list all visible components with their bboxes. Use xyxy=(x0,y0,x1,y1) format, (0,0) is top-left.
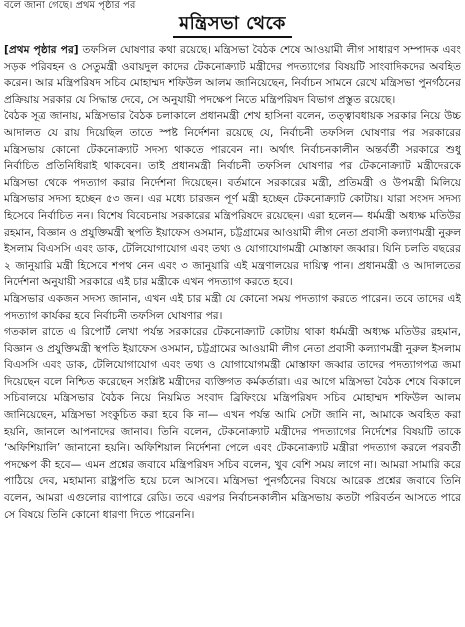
paragraph-text: তফসিল ঘোষণার কথা রয়েছে। মন্ত্রিসভা বৈঠক শেষে আওয়ামী লীগ সাধারণ সম্পাদক এবং সড়ক পরিবহন ও সেতুমন্ত্রী ওবায়দুল কাদের টেকনোক্র্যাট মন্ত্রীদের পদত্যাগের বিষয়টি সাংবাদিকদের অবহিত করেন। আর মন্ত্রিপরিষদ সচিব মোহাম্মদ শফিউল আলম জানিয়েছেন, নির্বাচন সামনে রেখে মন্ত্রিসভা পুনর্গঠনের প্রক্রিয়ায় সরকার যে সিদ্ধান্ত দেবে, সে অনুযায়ী পদক্ষেপ নিতে মন্ত্রিপরিষদ বিভাগ প্রস্তুত রয়েছে। xyxy=(4,44,461,106)
article-paragraph xyxy=(4,42,461,108)
paragraph-text: গতকাল রাতে এ রিপোর্ট লেখা পর্যন্ত সরকারের টেকনোক্র্যাট কোটায় থাকা ধর্মমন্ত্রী অধ্যক্ষ মতিউর রহমান, বিজ্ঞান ও প্রযুক্তিমন্ত্রী স্থপতি ইয়াফেস ওসমান, চট্টগ্রামের আওয়ামী লীগ নেতা প্রবাসী কল্যাণমন্ত্রী নুরুল ইসলাম বিএসসি এবং ডাক, টেলিযোগাযোগ এবং তথ্য ও যোগাযোগমন্ত্রী মোস্তাফা জব্বার তাদের পদত্যাগপত্র জমা দিয়েছেন বলে নিশ্চিত করেছেন সংশ্লিষ্ট মন্ত্রীদের ব্যক্তিগত কর্মকর্তারা। এর আগে মন্ত্রিসভা বৈঠক শেষে বিকালে সচিবালয়ে মন্ত্রিসভার বৈঠক নিয়ে নিয়মিত সংবাদ ব্রিফিংয়ে মন্ত্রিপরিষদ সচিব মোহাম্মদ শফিউল আলম জানিয়েছেন, মন্ত্রিসভা সংকুচিত করা হবে কি না— এখন পর্যন্ত আমি সেটা জানি না, আমাকে অবহিত করা হয়নি, জানলে আপনাদের জানাব। তিনি বলেন, টেকনোক্র্যাট মন্ত্রীদের পদত্যাগের নির্দেশের বিষয়টি তাকে ‘অফিশিয়ালি’ জানানো হয়নি। অফিশিয়াল নির্দেশনা পেলে এবং টেকনোক্র্যাট মন্ত্রীরা পদত্যাগ করলে পরবর্তী পদক্ষেপ কী হবে— এমন প্রশ্নের জবাবে মন্ত্রিপরিষদ সচিব বলেন, খুব বেশি সময় লাগে না। আমরা সামারি করে পাঠিয়ে দেব, মহামান্য রাষ্ট্রপতি হয়ে চলে আসবে। মন্ত্রিসভা পুনর্গঠনের বিষয়ে আরেক প্রশ্নের জবাবে তিনি বলেন, আমরা এগুলোর ব্যাপারে রেডি। তবে এরপর নির্বাচনকালীন মন্ত্রিসভায় কতটা পরিবর্তন আসতে পারে সে বিষয়ে তিনি কোনো ধারণা দিতে পারেননি। xyxy=(4,326,461,521)
article-paragraph xyxy=(4,324,461,523)
article-paragraph xyxy=(4,291,461,324)
article-headline: মন্ত্রিসভা থেকে xyxy=(173,12,292,38)
previous-article-fragment: বলে জানা গেছে। প্রথম পৃষ্ঠার পর xyxy=(4,0,136,11)
paragraph-text: মন্ত্রিসভার একজন সদস্য জানান, এখন এই চার মন্ত্রী যে কোনো সময় পদত্যাগ করতে পারেন। তবে তাদের এই পদত্যাগ কার্যকর হবে নির্বাচনী তফসিল ঘোষণার পর। xyxy=(4,292,461,322)
article-paragraph xyxy=(4,108,461,291)
article-body xyxy=(4,42,461,624)
paragraph-text: বৈঠক সূত্র জানায়, মন্ত্রিসভার বৈঠক চলাকালে প্রধানমন্ত্রী শেখ হাসিনা বলেন, তত্ত্বাবধায়ক সরকার নিয়ে উচ্চ আদালত যে রায় দিয়েছিল তাতে স্পষ্ট নির্দেশনা রয়েছে যে, নির্বাচনী তফসিল ঘোষণার পর সরকারের মন্ত্রিসভায় কোনো টেকনোক্র্যাট সদস্য থাকতে পারবেন না। অর্থাৎ নির্বাচনকালীন অন্তর্বর্তী সরকারে শুধু নির্বাচিত প্রতিনিধিরাই থাকবেন। তাই প্রধানমন্ত্রী নির্বাচনী তফসিল ঘোষণার পর টেকনোক্র্যাট মন্ত্রীদেরকে মন্ত্রিসভা থেকে পদত্যাগ করার নির্দেশনা দিয়েছেন। বর্তমানে সরকারের মন্ত্রী, প্রতিমন্ত্রী ও উপমন্ত্রী মিলিয়ে মন্ত্রিসভার সদস্য হচ্ছেন ৫৩ জন। এর মধ্যে চারজন পূর্ণ মন্ত্রী হচ্ছেন টেকনোক্র্যাট কোটায়। যারা সংসদ সদস্য হিসেবে নির্বাচিত নন। বিশেষ বিবেচনায় সরকারের মন্ত্রিপরিষদে রয়েছেন। এরা হলেন— ধর্মমন্ত্রী অধ্যক্ষ মতিউর রহমান, বিজ্ঞান ও প্রযুক্তিমন্ত্রী স্থপতি ইয়াফেস ওসমান, চট্টগ্রামের আওয়ামী লীগ নেতা প্রবাসী কল্যাণমন্ত্রী নুরুল ইসলাম বিএসসি এবং ডাক, টেলিযোগাযোগ এবং তথ্য ও যোগাযোগমন্ত্রী মোস্তাফা জব্বার। যিনি চলতি বছরের ২ জানুয়ারি মন্ত্রী হিসেবে শপথ নেন এবং ৩ জানুয়ারি এই মন্ত্রণালয়ের দায়িত্ব পান। প্রধানমন্ত্রী ও আদালতের নির্দেশনা অনুযায়ী সরকারে এই চার মন্ত্রীকে এখন পদত্যাগ করতে হবে। xyxy=(4,110,461,289)
headline-box xyxy=(120,12,345,38)
continuation-label: [প্রথম পৃষ্ঠার পর] xyxy=(4,44,79,56)
